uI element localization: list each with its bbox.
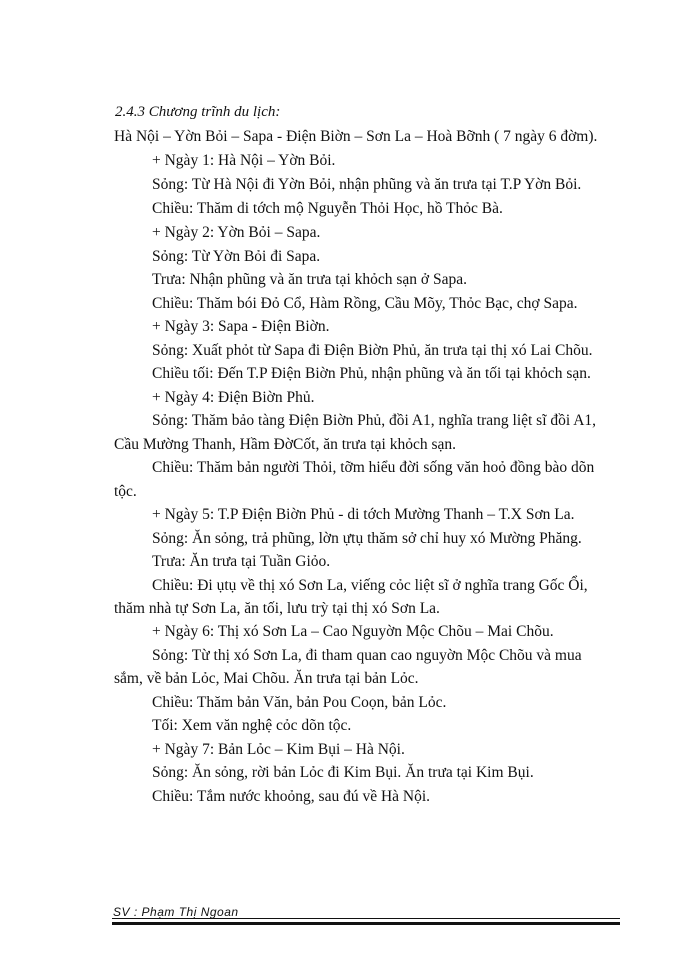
day-3-heading: + Ngày 3: Sapa - Điện Biờn. <box>152 318 330 335</box>
footer-divider-thick <box>112 922 620 925</box>
day-1-morning: Sỏng: Từ Hà Nội đi Yờn Bỏi, nhận phũng và ăn trưa tại T.P Yờn Bỏi. <box>152 176 582 193</box>
day-1-heading: + Ngày 1: Hà Nội – Yờn Bỏi. <box>152 152 336 169</box>
day-6-afternoon: Chiều: Thăm bản Văn, bản Pou Coọn, bản Lỏc. <box>152 694 447 711</box>
day-5-morning: Sỏng: Ăn sỏng, trả phũng, lờn ựtụ thăm sở chỉ huy xó Mường Phăng. <box>152 530 582 547</box>
day-7-heading: + Ngày 7: Bản Lỏc – Kim Bụi – Hà Nội. <box>152 741 405 758</box>
day-2-afternoon: Chiều: Thăm bói Đỏ Cổ, Hàm Rồng, Cầu Mõy, Thỏc Bạc, chợ Sapa. <box>152 295 578 312</box>
day-7-afternoon: Chiều: Tắm nước khoỏng, sau đú về Hà Nội. <box>152 788 431 805</box>
day-4-afternoon-cont: tộc. <box>114 483 137 500</box>
day-7-morning: Sỏng: Ăn sỏng, rời bản Lỏc đi Kim Bụi. Ăn trưa tại Kim Bụi. <box>152 764 534 781</box>
day-5-afternoon: Chiều: Đi ụtụ về thị xó Sơn La, viếng cỏc liệt sĩ ở nghĩa trang Gốc Ổi, <box>152 577 588 594</box>
day-2-noon: Trưa: Nhận phũng và ăn trưa tại khỏch sạn ở Sapa. <box>152 271 467 288</box>
day-1-afternoon: Chiều: Thăm di tớch mộ Nguyễn Thỏi Học, hồ Thỏc Bà. <box>152 200 503 217</box>
day-6-heading: + Ngày 6: Thị xó Sơn La – Cao Nguyờn Mộc Chõu – Mai Chõu. <box>152 623 554 640</box>
day-6-morning: Sỏng: Từ thị xó Sơn La, đi tham quan cao nguyờn Mộc Chõu và mua <box>152 647 582 664</box>
day-2-heading: + Ngày 2: Yờn Bỏi – Sapa. <box>152 224 321 241</box>
day-3-morning: Sỏng: Xuất phỏt từ Sapa đi Điện Biờn Phủ, ăn trưa tại thị xó Lai Chõu. <box>152 342 593 359</box>
day-5-noon: Trưa: Ăn trưa tại Tuần Giỏo. <box>152 553 331 570</box>
day-4-heading: + Ngày 4: Điện Biờn Phủ. <box>152 389 315 406</box>
footer-student-name: SV : Phạm Thị Ngoan <box>113 905 239 919</box>
day-2-morning: Sỏng: Từ Yờn Bỏi đi Sapa. <box>152 248 321 265</box>
day-4-afternoon: Chiều: Thăm bản người Thỏi, tỡm hiểu đời sống văn hoỏ đồng bào dõn <box>152 459 595 476</box>
day-5-afternoon-cont: thăm nhà tự Sơn La, ăn tối, lưu trỳ tại thị xó Sơn La. <box>114 600 440 617</box>
day-4-morning-cont: Cầu Mường Thanh, Hầm ĐờCốt, ăn trưa tại khỏch sạn. <box>114 436 456 453</box>
day-6-morning-cont: sắm, về bản Lỏc, Mai Chõu. Ăn trưa tại bản Lỏc. <box>114 670 419 687</box>
day-5-heading: + Ngày 5: T.P Điện Biờn Phủ - di tớch Mường Thanh – T.X Sơn La. <box>152 506 575 523</box>
section-heading: 2.4.3 Chương trĩnh du lịch: <box>115 104 281 120</box>
day-3-evening: Chiều tối: Đến T.P Điện Biờn Phủ, nhận phũng và ăn tối tại khỏch sạn. <box>152 365 591 382</box>
day-6-evening: Tối: Xem văn nghệ cỏc dõn tộc. <box>152 717 352 734</box>
day-4-morning: Sỏng: Thăm bảo tàng Điện Biờn Phủ, đồi A1, nghĩa trang liệt sĩ đồi A1, <box>152 412 597 429</box>
footer-divider-thin <box>112 918 620 919</box>
itinerary-title: Hà Nội – Yờn Bỏi – Sapa - Điện Biờn – Sơn La – Hoà Bỡnh ( 7 ngày 6 đờm). <box>114 128 598 145</box>
